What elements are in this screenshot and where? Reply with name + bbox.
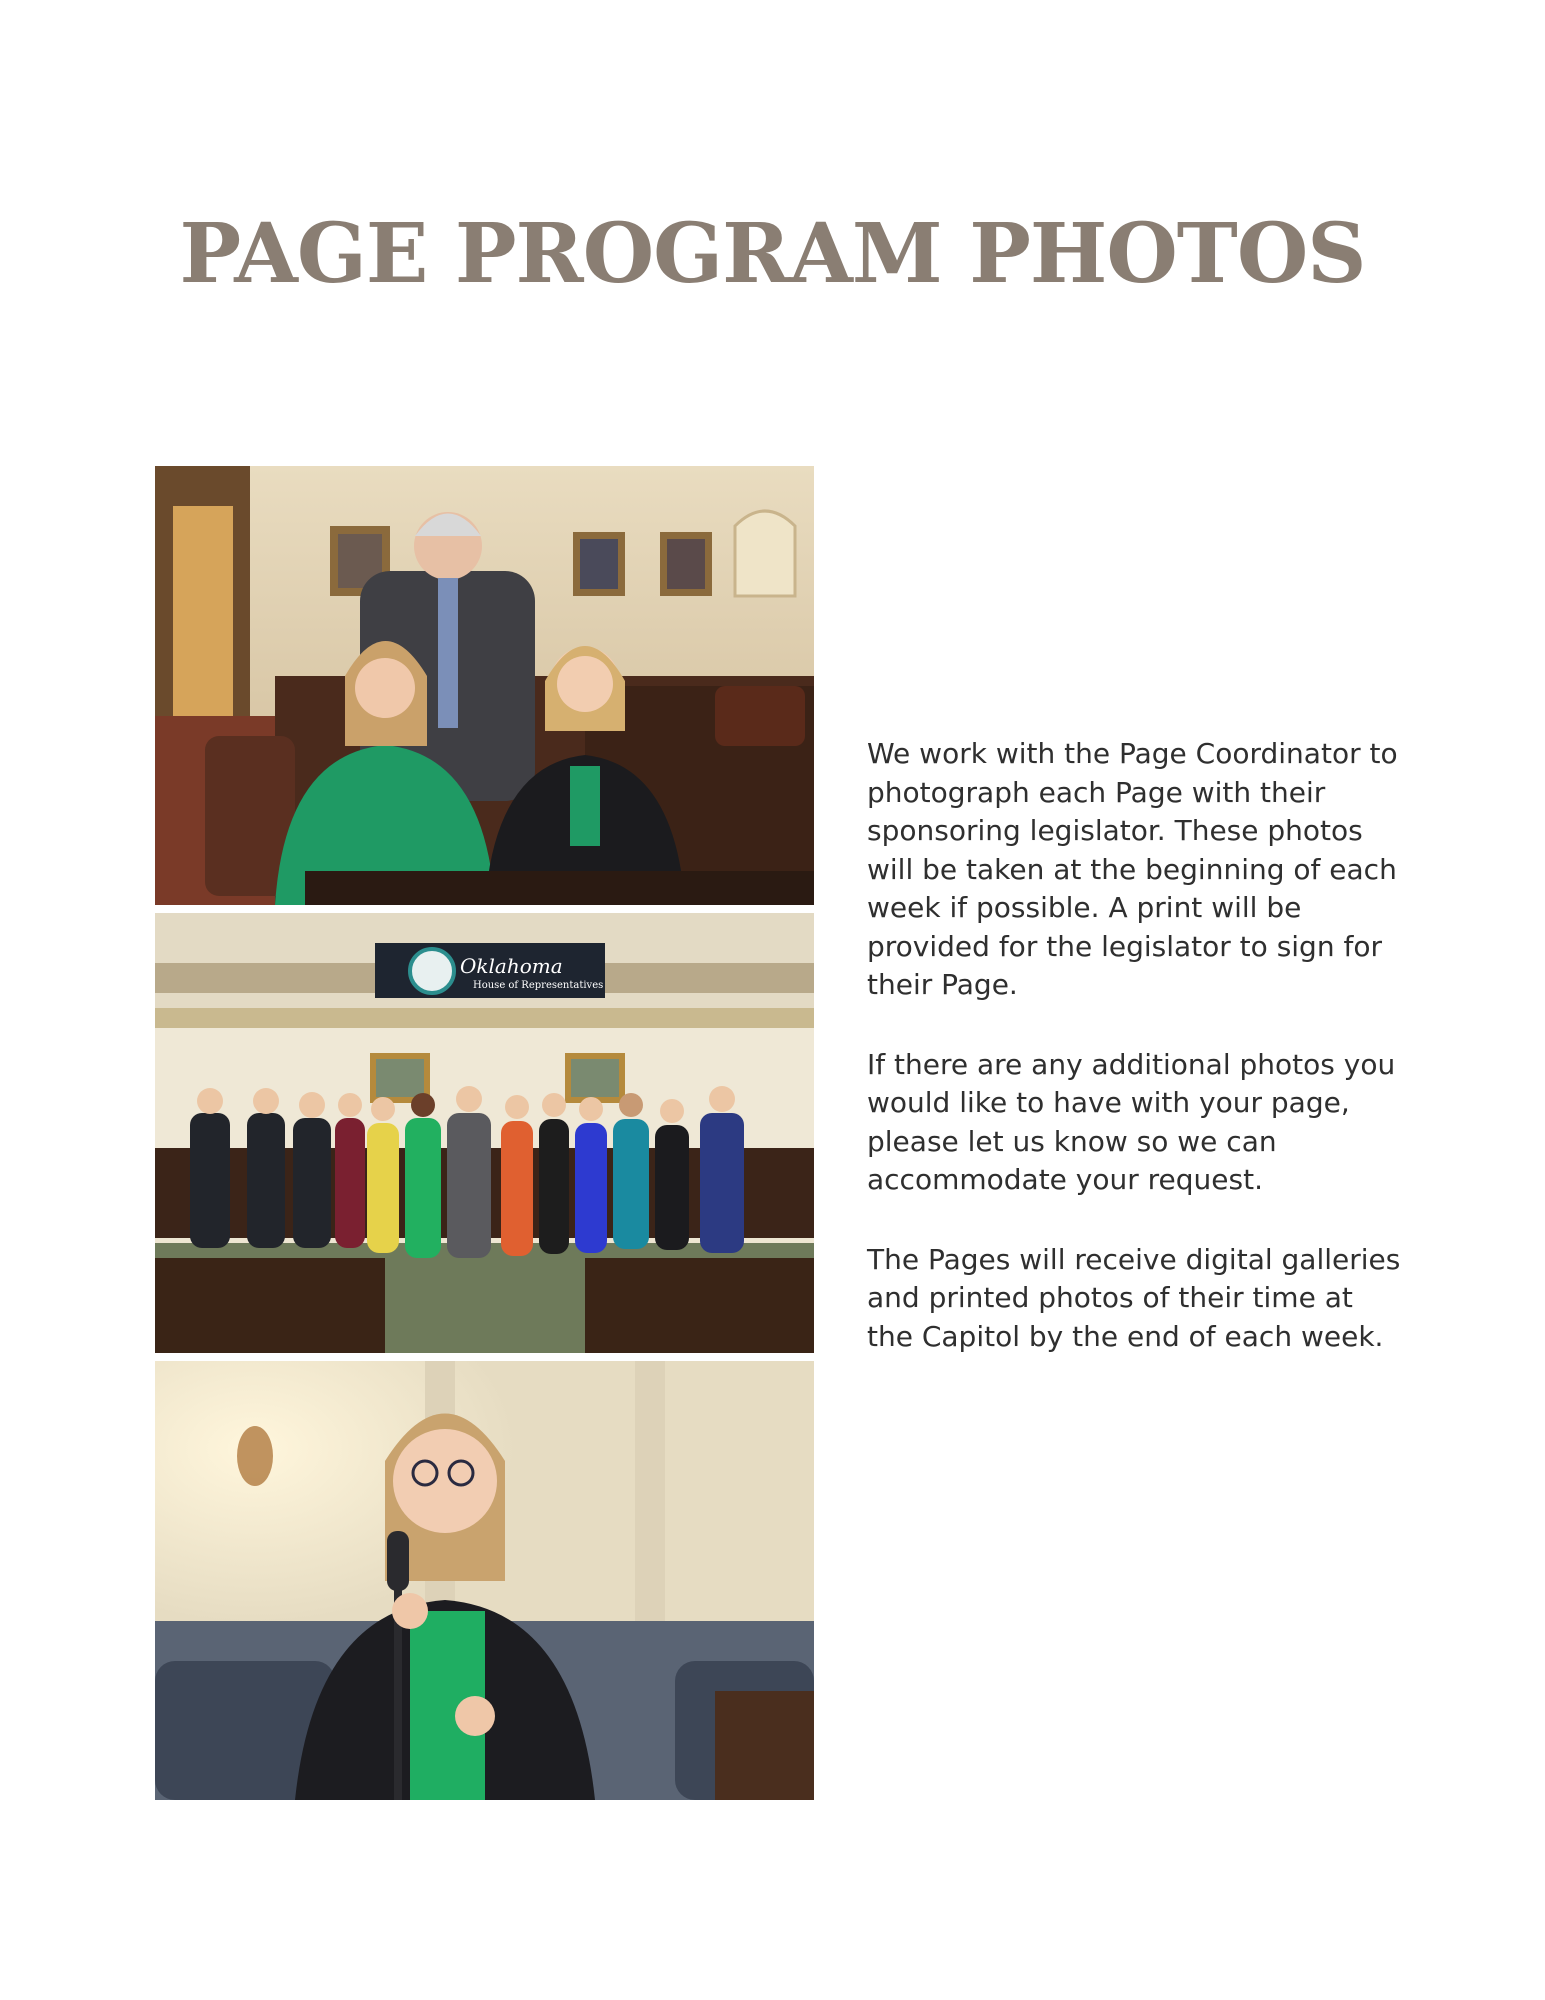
banner-subtitle: House of Representatives [473, 980, 604, 991]
page-speaking-at-microphone-photo [155, 1361, 814, 1800]
legislator-with-pages-photo [155, 466, 814, 905]
photo-program-description [867, 735, 1407, 1397]
group-in-house-chamber-photo [155, 913, 814, 1353]
banner-title: Oklahoma [460, 954, 563, 978]
paragraph-sponsor-photos: We work with the Page Coordinator to photograph each Page with their sponsoring legislator. These photos will be taken at the beginning of each week if possible. A print will be provided for the legislator to sign for their Page. [867, 737, 1398, 1001]
page-title: PAGE PROGRAM PHOTOS [179, 205, 1366, 302]
paragraph-additional-photos: If there are any additional photos you would like to have with your page, please let us know so we can accommodate your request. [867, 1047, 1396, 1196]
paragraph-digital-galleries: The Pages will receive digital galleries and printed photos of their time at the Capitol by the end of each week. [867, 1242, 1401, 1353]
